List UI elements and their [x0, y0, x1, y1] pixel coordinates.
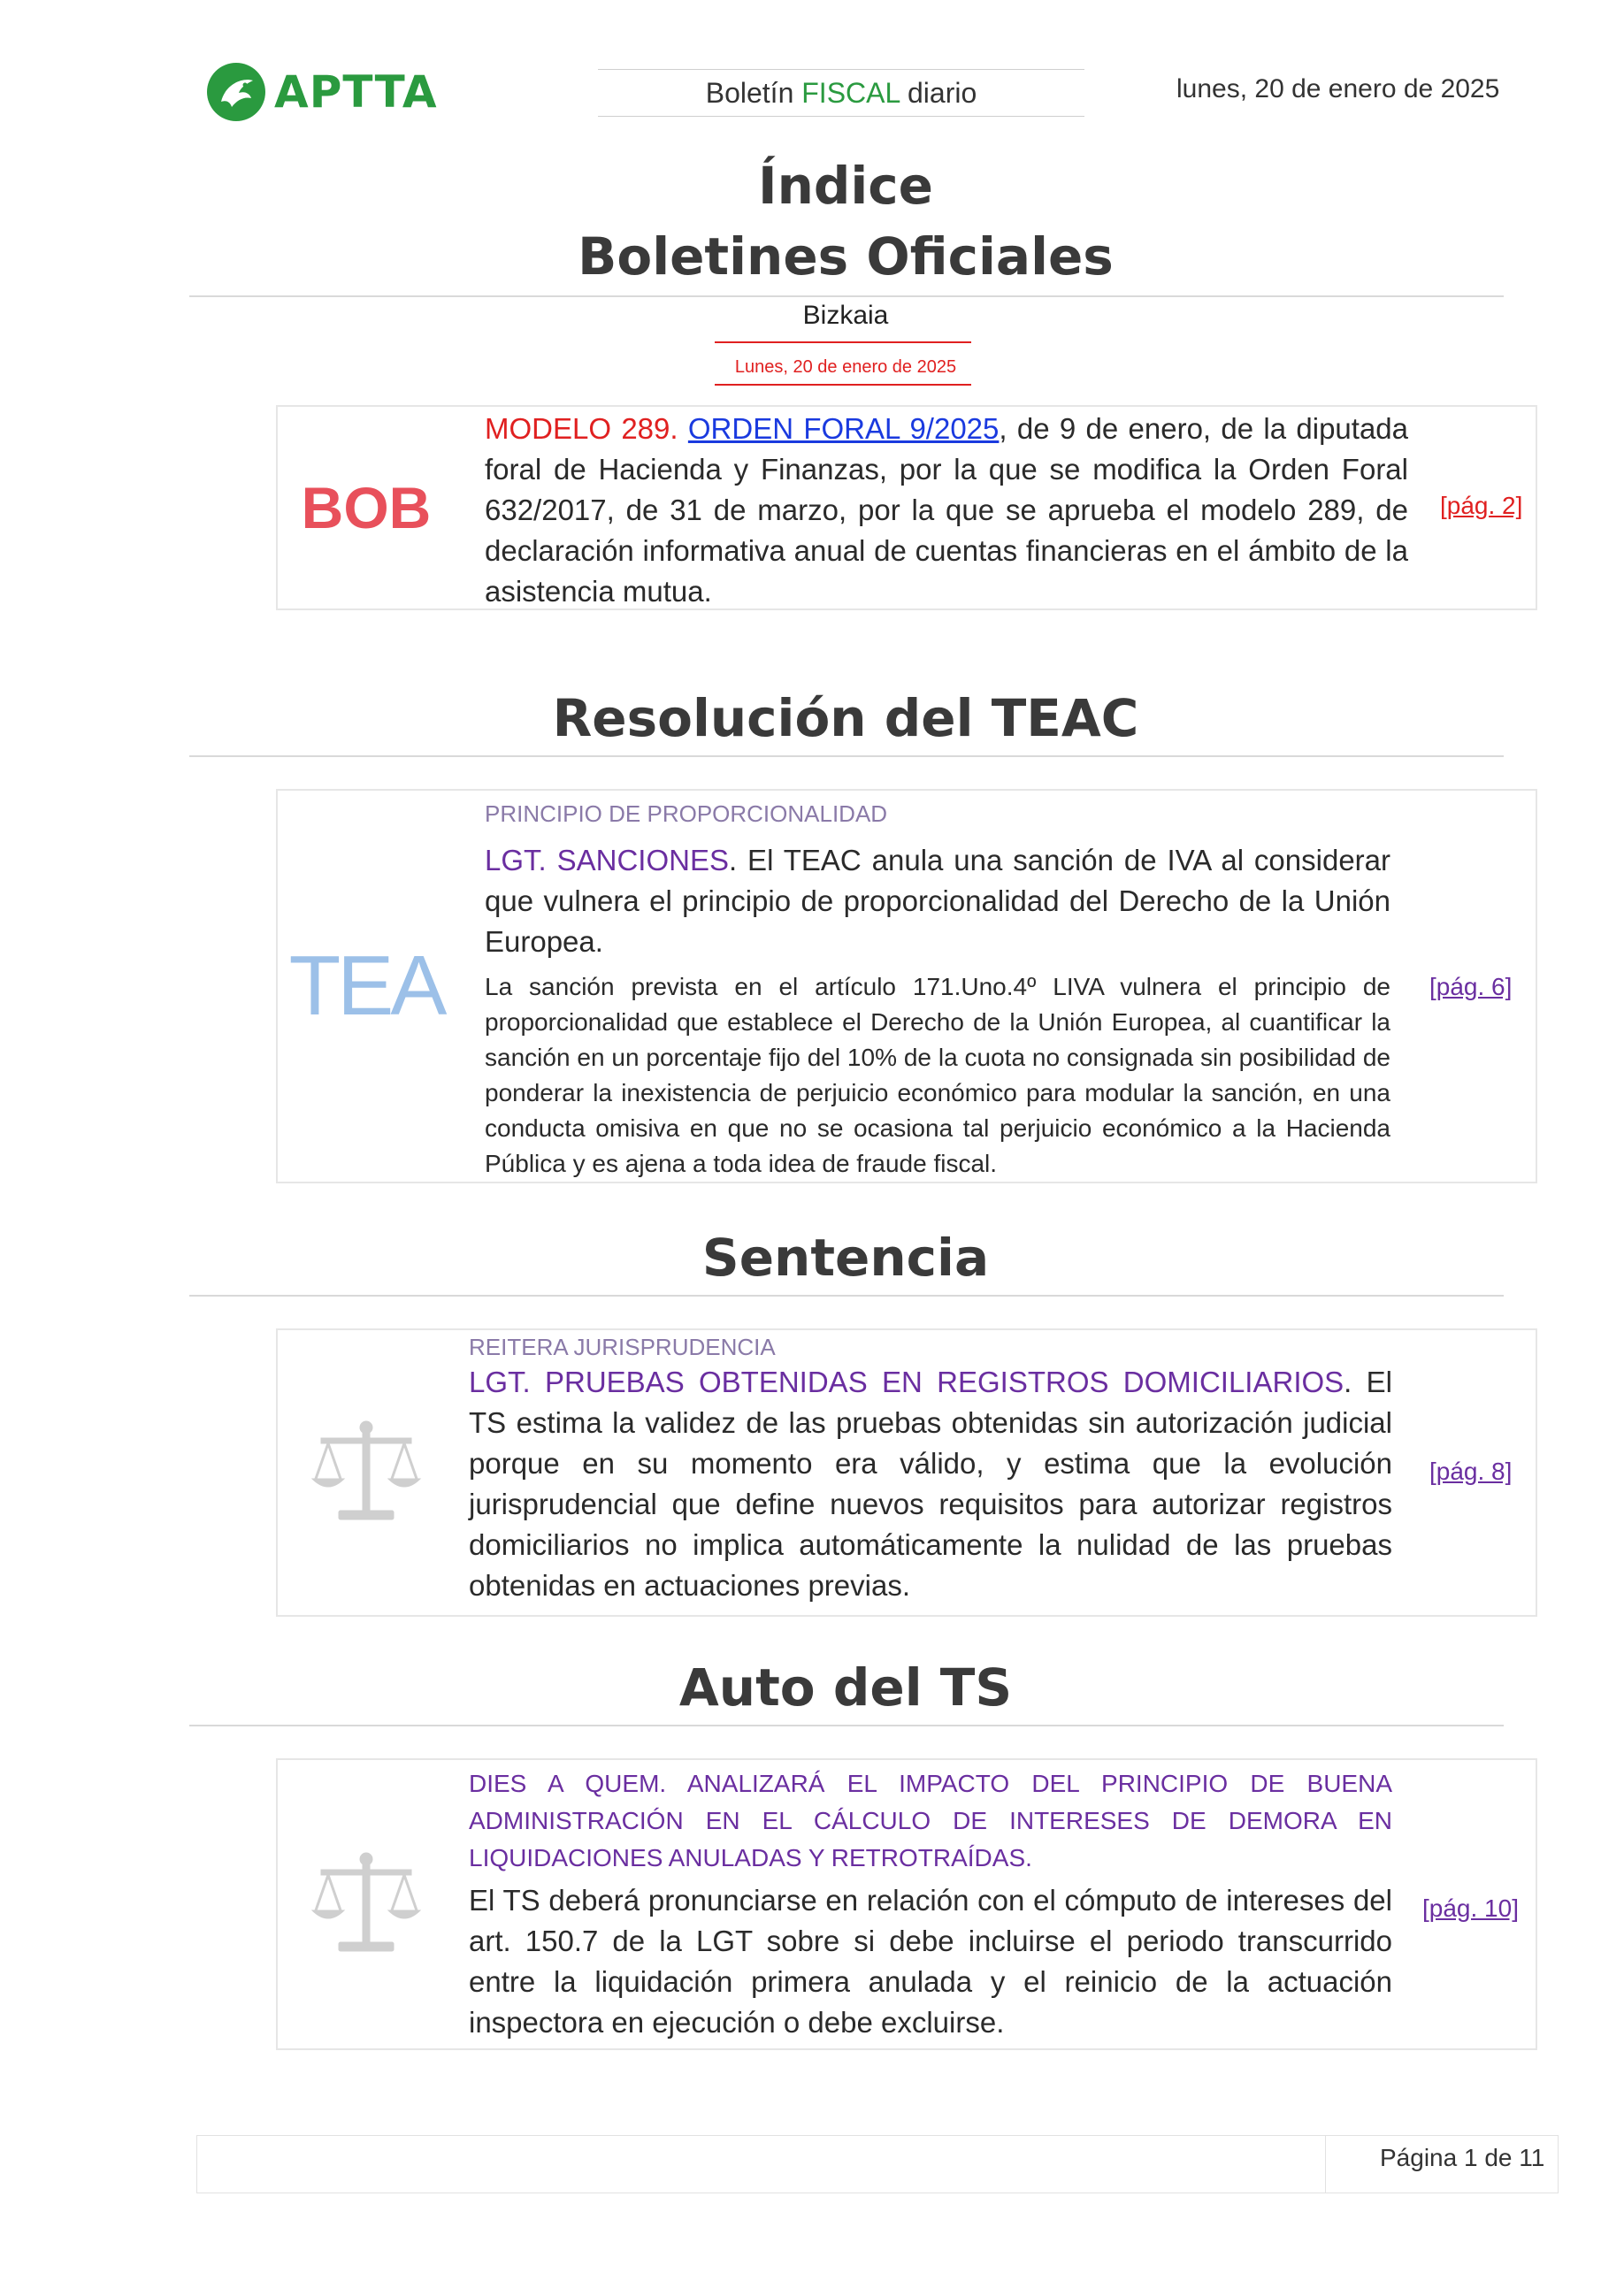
sentencia-category: REITERA JURISPRUDENCIA	[469, 1334, 776, 1360]
sentencia-section-title: Sentencia	[701, 1228, 990, 1288]
teac-entry-text	[485, 796, 1390, 1182]
tea-icon	[278, 791, 455, 1182]
sentencia-label[interactable]: LGT. PRUEBAS OBTENIDAS EN REGISTROS DOMICILIARIOS	[469, 1366, 1344, 1398]
auto-page-link[interactable]: [pág. 10]	[1422, 1894, 1519, 1922]
aptta-logo	[205, 58, 462, 126]
auto-section-title: Auto del TS	[678, 1657, 1013, 1718]
scales-of-justice-icon-2	[278, 1760, 455, 2048]
teac-headline	[485, 840, 1390, 962]
auto-label[interactable]: DIES A QUEM. ANALIZARÁ EL IMPACTO DEL PRINCIPIO DE BUENA ADMINISTRACIÓN EN EL CÁLCULO DE INTERESES DE DEMORA EN LIQUIDACIONES ANULADAS Y RETROTRAÍDAS.	[469, 1770, 1392, 1871]
brand-name: APTTA	[274, 66, 438, 118]
teac-section-title: Resolución del TEAC	[552, 688, 1139, 748]
region-date: Lunes, 20 de enero de 2025	[734, 357, 957, 377]
bob-entry-text	[485, 409, 1408, 612]
auto-body: El TS deberá pronunciarse en relación con el cómputo de intereses del art. 150.7 de la LGT sobre si debe incluirse el periodo transcurrido entre la liquidación primera anulada y el reinicio de la actuación inspectora en ejecución o debe excluirse.	[469, 1884, 1392, 2039]
teac-label[interactable]: LGT. SANCIONES	[485, 844, 729, 876]
scales-icon	[309, 1847, 424, 1962]
title-divider	[189, 295, 1504, 297]
bob-entry-card	[276, 405, 1537, 610]
aptta-logo-icon	[205, 61, 267, 123]
scales-of-justice-icon	[278, 1330, 455, 1615]
orden-foral-link[interactable]: ORDEN FORAL 9/2025	[687, 412, 1000, 445]
tea-logo-text: TEA	[288, 938, 444, 1033]
bob-entry-label: MODELO 289.	[485, 412, 678, 445]
bulletin-prefix: Boletín	[705, 77, 802, 109]
auto-entry-text	[469, 1765, 1392, 2043]
index-subtitle: Boletines Oficiales	[578, 226, 1114, 287]
sentencia-entry-text	[469, 1332, 1392, 1606]
page-number: Página 1 de 11	[1380, 2144, 1545, 2171]
bob-icon	[278, 407, 455, 608]
sentencia-entry-card	[276, 1328, 1537, 1617]
teac-category: PRINCIPIO DE PROPORCIONALIDAD	[485, 800, 888, 827]
bob-entry-body: , de 9 de enero, de la diputada foral de Hacienda y Finanzas, por la que se modifica la Orden Foral 632/2017, de 31 de marzo, por la que se aprueba el modelo 289, de declaración informativa anual de cuentas financieras en el ámbito de la asistencia mutua.	[485, 412, 1409, 608]
sentencia-body-text: . El TS estima la validez de las pruebas obtenidas sin autorización judicial porque en su momento era válido, y estima que la evolución jurisprudencial que define nuevos requisitos para autorizar registros domiciliarios no implica automáticamente la nulidad de las pruebas obtenidas en actuaciones previas.	[469, 1366, 1392, 1602]
teac-entry-card	[276, 789, 1537, 1183]
sentencia-body	[469, 1362, 1392, 1606]
scales-icon	[309, 1415, 424, 1530]
footer-separator	[1325, 2135, 1326, 2193]
teac-divider	[189, 755, 1504, 757]
sentencia-page-link[interactable]: [pág. 8]	[1429, 1458, 1513, 1485]
region-label: Bizkaia	[802, 301, 889, 330]
region-divider	[715, 341, 971, 343]
bulletin-suffix: diario	[900, 77, 977, 109]
teac-headline-body: . El TEAC anula una sanción de IVA al considerar que vulnera el principio de proporcionalidad del Derecho de la Unión Europea.	[485, 844, 1391, 958]
bulletin-highlight: FISCAL	[801, 77, 900, 109]
header-date: lunes, 20 de enero de 2025	[1176, 74, 1500, 103]
sentencia-divider	[189, 1295, 1504, 1297]
teac-page-link[interactable]: [pág. 6]	[1429, 973, 1513, 1000]
index-title: Índice	[758, 156, 933, 216]
region-divider-bottom	[715, 384, 971, 386]
auto-entry-card	[276, 1758, 1537, 2050]
footer-box	[196, 2135, 1559, 2193]
teac-summary: La sanción prevista en el artículo 171.Uno.4º LIVA vulnera el principio de proporcionalidad que establece el Derecho de la Unión Europea, al cuantificar la sanción en un porcentaje fijo del 10% de la cuota no consignada sin posibilidad de ponderar la inexistencia de perjuicio económico para modular la sanción, en una conducta omisiva en que no se ocasiona tal perjuicio económico a la Hacienda Pública y es ajena a toda idea de fraude fiscal.	[485, 973, 1390, 1177]
bob-logo-text: BOB	[301, 475, 432, 540]
bulletin-title	[598, 69, 1084, 117]
auto-divider	[189, 1725, 1504, 1726]
bob-page-link[interactable]: [pág. 2]	[1440, 492, 1523, 519]
